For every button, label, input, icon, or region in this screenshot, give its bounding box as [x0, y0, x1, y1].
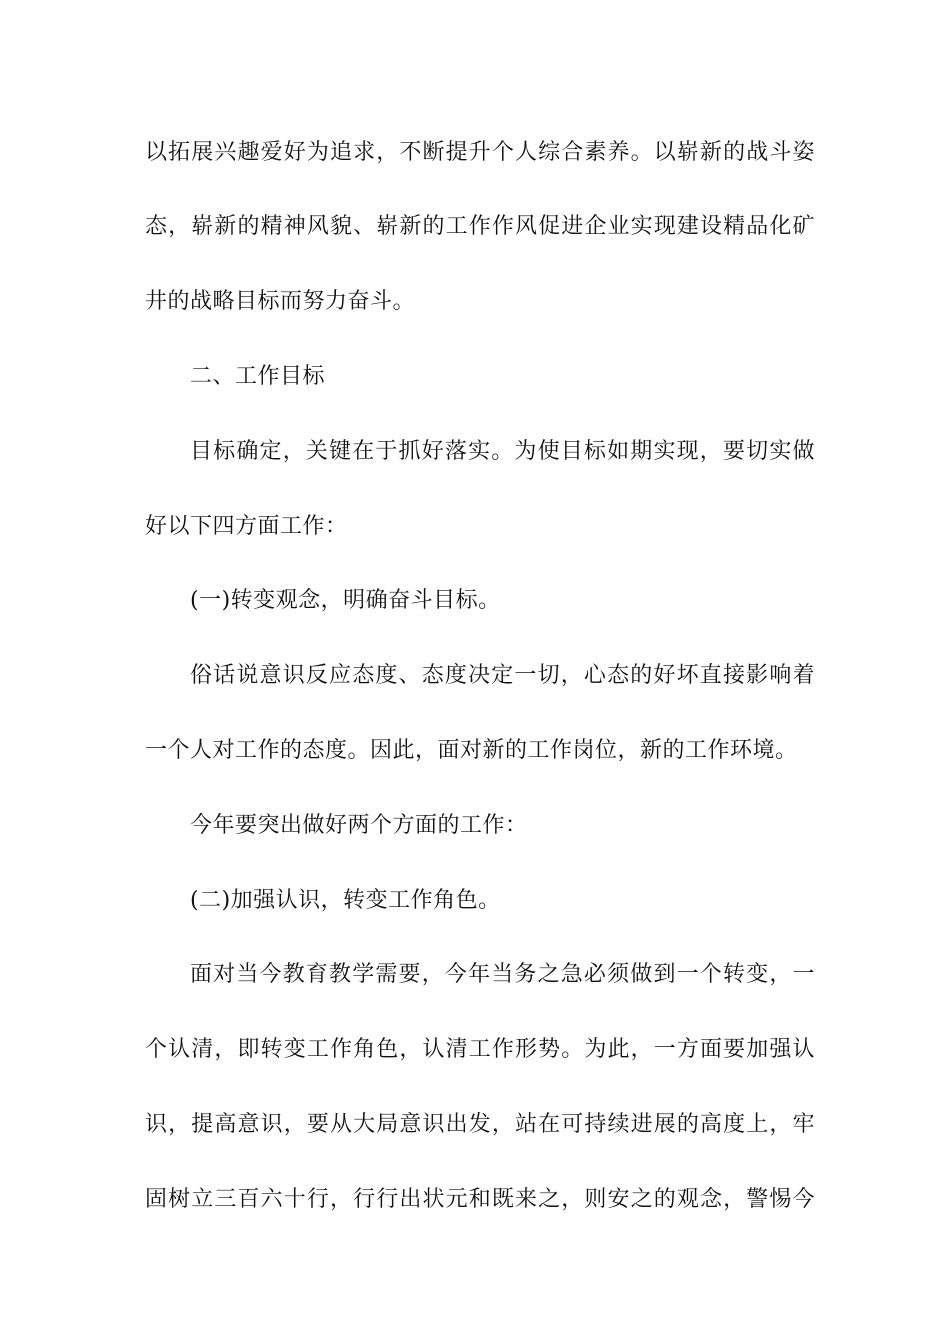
- paragraph-line: 以拓展兴趣爱好为追求，不断提升个人综合素养。以崭新的战斗姿: [145, 140, 815, 165]
- paragraph-line: 态，崭新的精神风貌、崭新的工作作风促进企业实现建设精品化矿: [145, 214, 815, 239]
- paragraph-line: 井的战略目标而努力奋斗。: [145, 289, 416, 314]
- paragraph-line: 俗话说意识反应态度、态度决定一切，心态的好坏直接影响着: [190, 663, 815, 688]
- subsection-heading: (一)转变观念，明确奋斗目标。: [190, 588, 501, 613]
- paragraph-line: 固树立三百六十行，行行出状元和既来之，则安之的观念，警惕今: [145, 1187, 815, 1212]
- paragraph-line: 面对当今教育教学需要，今年当务之急必须做到一个转变，一: [190, 962, 815, 987]
- paragraph-line: 一个人对工作的态度。因此，面对新的工作岗位，新的工作环境。: [145, 738, 798, 763]
- paragraph-line: 个认清，即转变工作角色，认清工作形势。为此，一方面要加强认: [145, 1037, 815, 1062]
- paragraph-line: 识，提高意识，要从大局意识出发，站在可持续进展的高度上，牢: [145, 1112, 815, 1137]
- paragraph-line: 今年要突出做好两个方面的工作：: [190, 813, 528, 838]
- section-heading: 二、工作目标: [190, 364, 326, 389]
- paragraph-line: 目标确定，关键在于抓好落实。为使目标如期实现，要切实做: [190, 439, 815, 464]
- subsection-heading: (二)加强认识，转变工作角色。: [190, 888, 501, 913]
- paragraph-line: 好以下四方面工作：: [145, 514, 348, 539]
